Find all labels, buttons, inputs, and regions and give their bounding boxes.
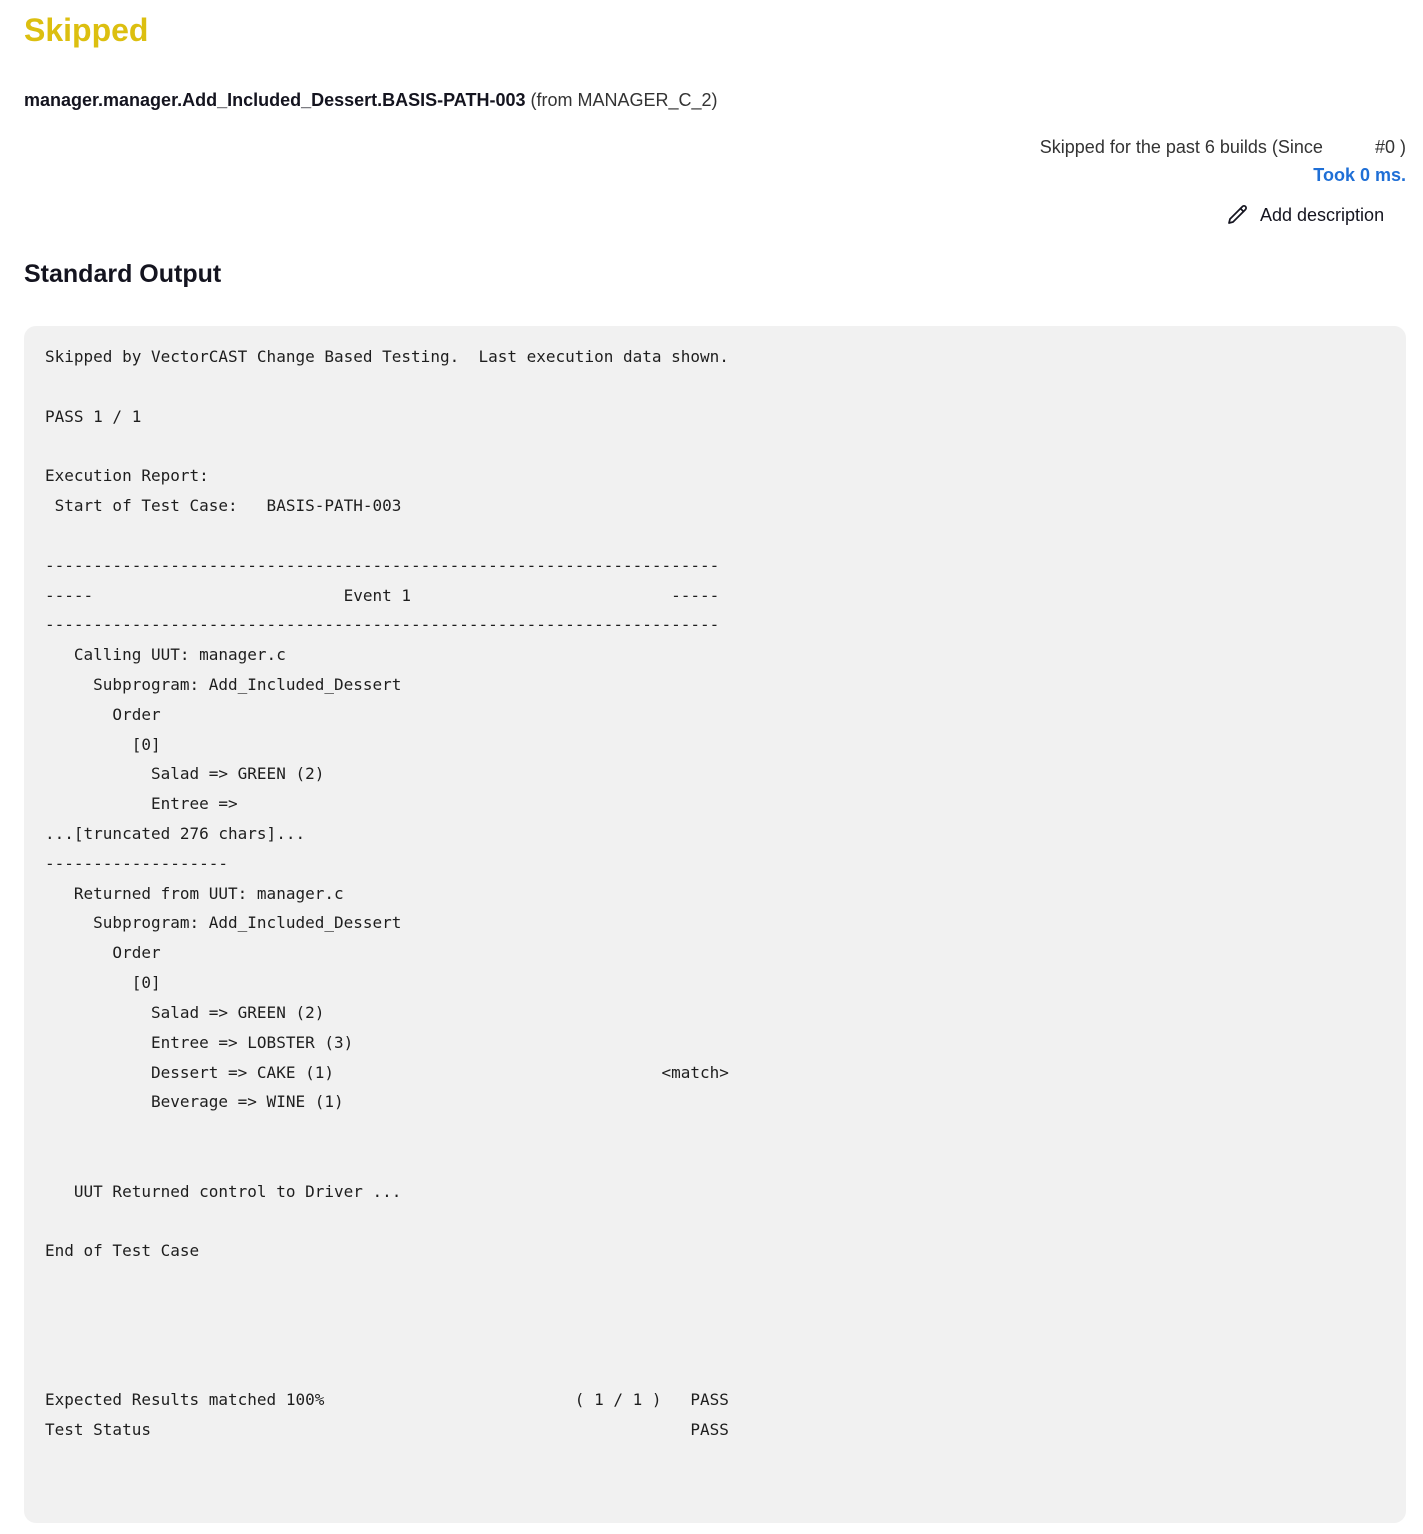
skipped-history	[1040, 135, 1406, 159]
standard-output-text: Skipped by VectorCAST Change Based Testing. Last execution data shown. PASS 1 / 1 Execution Report: Start of Test Case: BASIS-PATH-003 ---------------------------------------------------------------------- ----- Event 1 ----- ---------------------------------------------------------------------- Calling UUT: manager.c Subprogram: Add_Included_Dessert Order [0] Salad => GREEN (2) Entree => ...[truncated 276 chars]... ------------------- Returned from UUT: manager.c Subprogram: Add_Included_Dessert Order [0] Salad => GREEN (2) Entree => LOBSTER (3) Dessert => CAKE (1) <match> Beverage => WINE (1) UUT Returned control to Driver ... End of Test Case Expected Results matched 100% ( 1 / 1 ) PASS Test Status PASS	[45, 347, 729, 1440]
skipped-history-close: )	[1400, 137, 1406, 157]
pencil-icon	[1226, 203, 1250, 227]
test-origin: (from MANAGER_C_2)	[530, 90, 718, 110]
skipped-history-text: Skipped for the past 6 builds (Since	[1039, 137, 1323, 157]
add-description-button[interactable]	[1226, 200, 1394, 230]
section-title: Standard Output	[24, 260, 222, 288]
test-name: manager.manager.Add_Included_Dessert.BASIS-PATH-003	[24, 90, 526, 110]
standard-output-panel	[24, 326, 1406, 1523]
status-heading: Skipped	[24, 12, 149, 48]
test-duration: Took 0 ms.	[1313, 165, 1406, 185]
since-build-link[interactable]: #0	[1374, 137, 1395, 157]
add-description-label: Add description	[1260, 204, 1385, 225]
test-identifier	[24, 88, 718, 112]
